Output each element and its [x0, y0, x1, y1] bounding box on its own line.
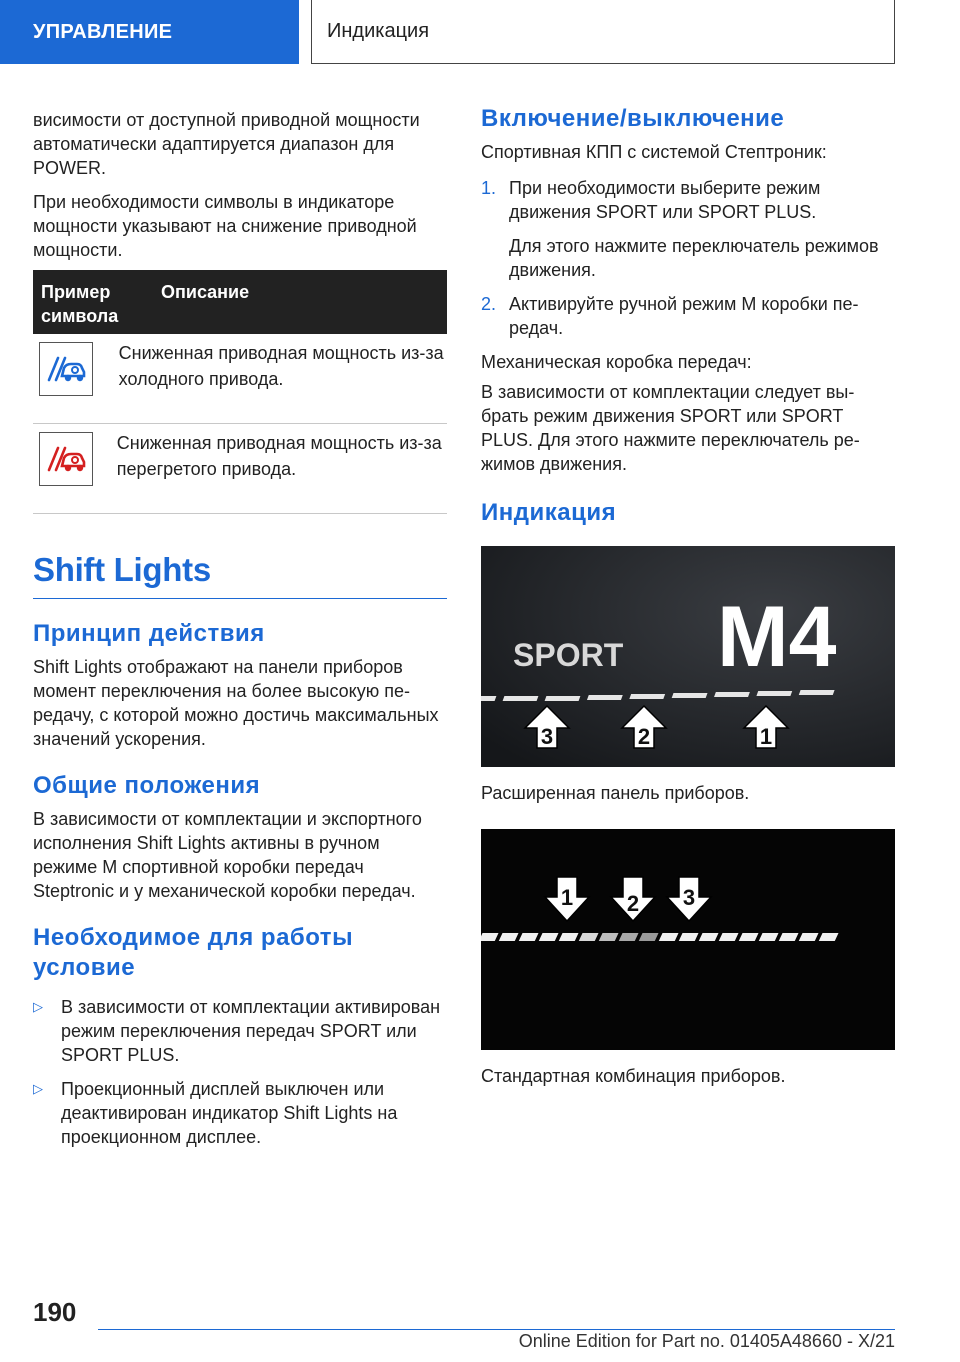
general-paragraph: В зависимости от комплектации и экспортного исполнения Shift Lights активны в ручном режиме M спортивной коробки передач Steptronic и у механической коробки передач.	[33, 809, 422, 901]
left-column	[33, 100, 447, 1149]
on-off-intro: Спортивная КПП с системой Стептроник:	[481, 142, 827, 162]
bullet-triangle-icon: ▷	[33, 1081, 43, 1096]
section-title-shift-lights: Shift Lights	[33, 550, 447, 599]
gear-display: M4	[717, 589, 837, 685]
section-label: УПРАВЛЕНИЕ	[33, 20, 173, 43]
arrow-number: 3	[540, 724, 554, 749]
chapter-header	[311, 0, 895, 64]
intro-paragraph-2: При необходимости символы в индикаторе мощности указывают на снижение приводной мощности.	[33, 192, 417, 260]
chapter-title: Индикация	[327, 20, 430, 42]
heading-general: Общие положения	[33, 772, 261, 799]
step-number: 2.	[481, 294, 497, 314]
column-header-example: Пример символа	[41, 282, 119, 326]
heading-display: Индикация	[481, 499, 617, 526]
arrow-number: 3	[682, 885, 696, 910]
image-caption: Стандартная комбинация приборов.	[481, 1066, 786, 1086]
heading-principle: Принцип действия	[33, 620, 265, 647]
principle-paragraph: Shift Lights отображают на панели приборов момент переключения на более высокую передачу, с которой можно достичь максимальных значений ускорения.	[33, 657, 439, 749]
step-text: При необходимости выберите режим движения SPORT или SPORT PLUS.	[509, 178, 821, 222]
footer-divider	[98, 1329, 895, 1330]
step-number: 1.	[481, 178, 497, 198]
intro-paragraph-1: висимости от доступной приводной мощности автоматически адаптируется диапазон для POWER.	[33, 110, 420, 178]
list-item	[481, 176, 895, 282]
list-item	[33, 995, 447, 1067]
edition-note: Online Edition for Part no. 01405A48660 - X/21	[518, 1331, 895, 1351]
standard-instrument-cluster-image	[481, 829, 895, 1050]
table-header	[33, 270, 447, 334]
table-row	[33, 334, 447, 424]
row-description: Сниженная приводная мощность из-за холодного привода.	[118, 343, 444, 389]
drive-mode-label: SPORT	[513, 637, 624, 673]
bullet-triangle-icon: ▷	[33, 999, 43, 1014]
page-number: 190	[33, 1297, 77, 1327]
arrow-number: 1	[759, 724, 773, 749]
arrow-number: 1	[560, 885, 574, 910]
step-text: Активируйте ручной режим M коробки передач.	[509, 294, 859, 338]
extended-instrument-panel-image	[481, 546, 895, 767]
row-description: Сниженная приводная мощность из-за перегретого привода.	[116, 433, 442, 479]
step-subtext: Для этого нажмите переключатель режимов движения.	[509, 236, 879, 280]
symbol-table	[33, 270, 447, 514]
list-item	[481, 292, 895, 340]
table-row	[33, 424, 447, 514]
overheated-engine-power-reduction-icon	[39, 432, 93, 486]
list-item-text: В зависимости от комплектации активирован режим переключения передач SPORT или SPORT PLUS.	[61, 997, 441, 1065]
manual-heading: Механическая коробка передач:	[481, 352, 752, 372]
manual-paragraph: В зависимости от комплектации следует выбрать режим движения SPORT или SPORT PLUS. Для этого нажмите переключатель режимов движения.	[481, 382, 860, 474]
image-caption: Расширенная панель приборов.	[481, 783, 750, 803]
list-item	[33, 1077, 447, 1149]
list-item-text: Проекционный дисплей выключен или деактивирован индикатор Shift Lights на проекционном дисплее.	[61, 1079, 398, 1147]
heading-on-off: Включение/выключение	[481, 105, 785, 132]
cold-engine-power-reduction-icon	[39, 342, 93, 396]
arrow-number: 2	[626, 891, 640, 916]
section-tab	[0, 0, 299, 64]
column-header-description: Описание	[161, 282, 250, 302]
heading-requirements: Необходимое для работы условие	[33, 924, 354, 981]
arrow-number: 2	[637, 724, 651, 749]
right-column	[481, 100, 895, 1088]
